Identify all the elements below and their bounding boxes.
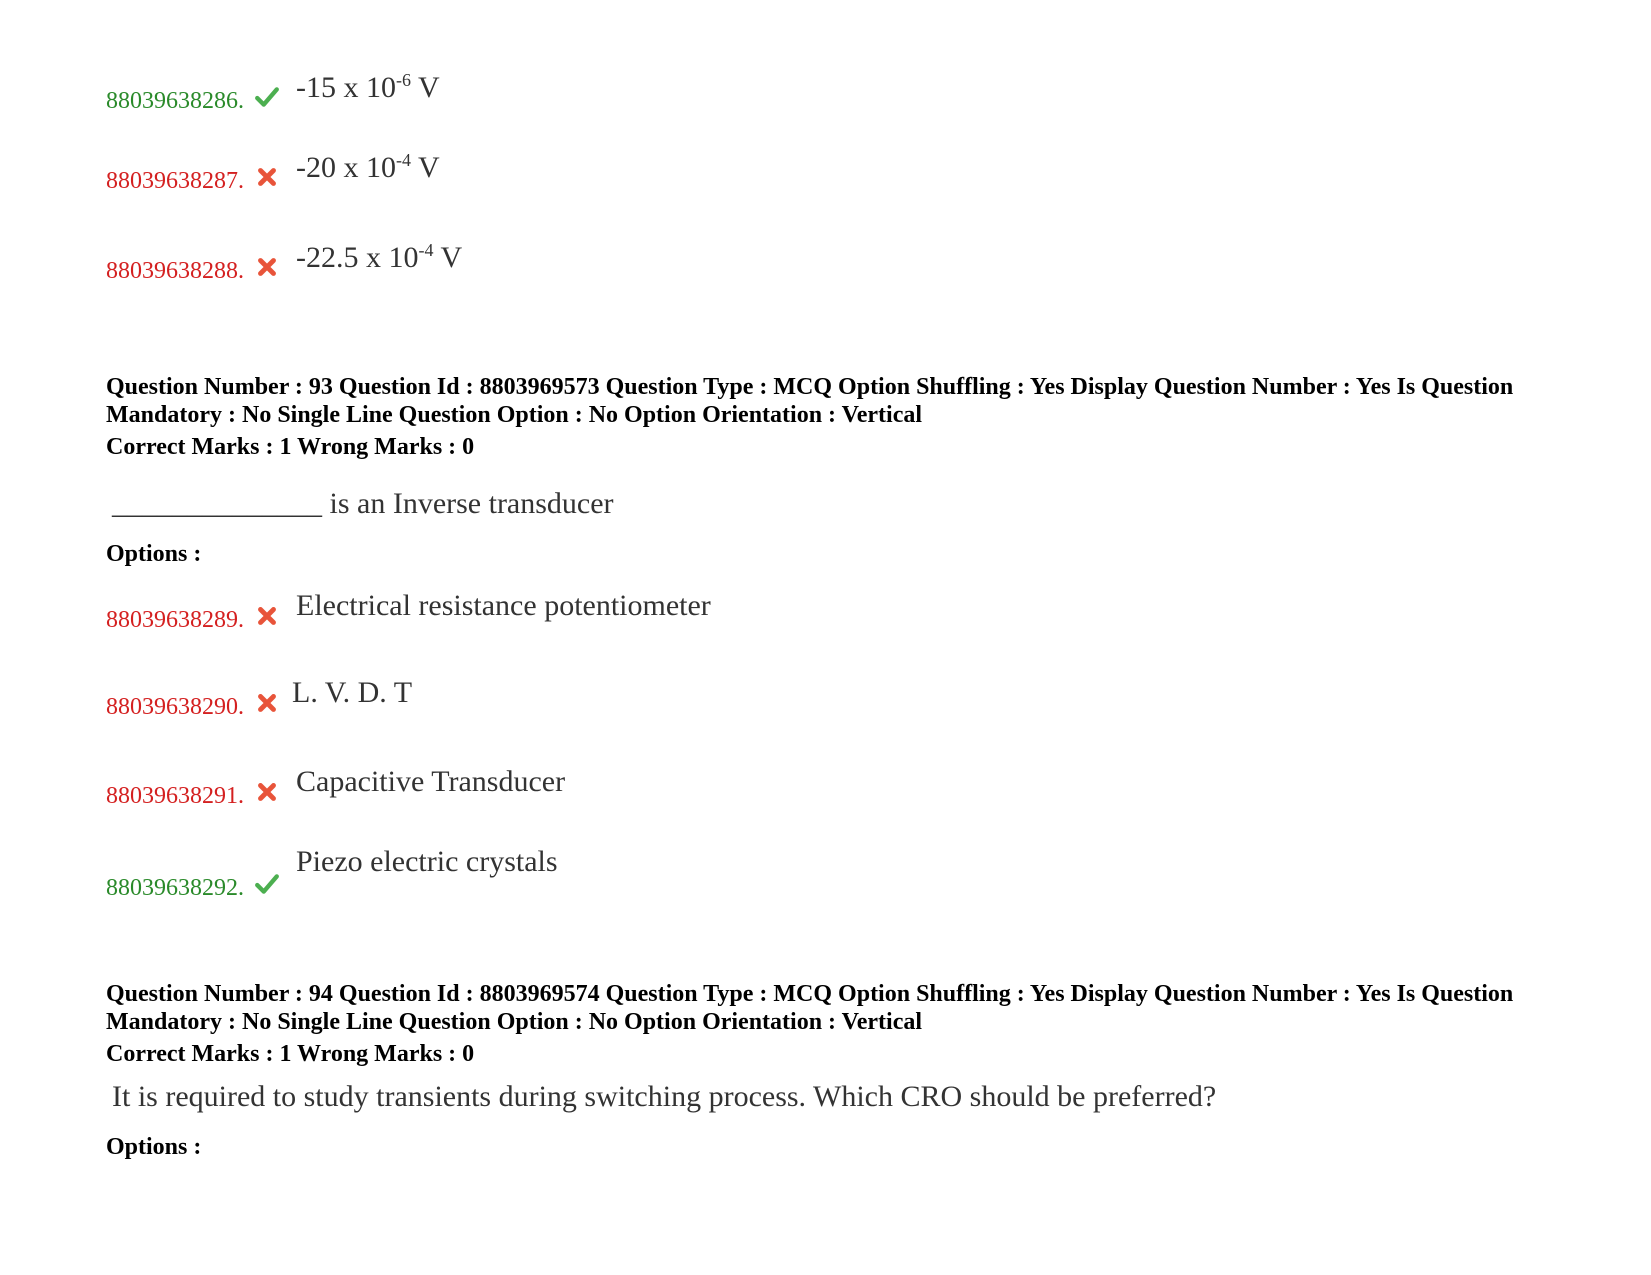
option-id: 88039638290. [106, 694, 244, 720]
option-text: -22.5 x $10^{-4}$ V [296, 240, 463, 274]
option-row [106, 761, 1006, 821]
option-id: 88039638288. [106, 258, 244, 284]
option-row [106, 150, 1006, 210]
option-text: Capacitive Transducer [296, 765, 566, 798]
option-row [106, 240, 1006, 300]
options-label: Options : [106, 1134, 202, 1160]
option-id: 88039638291. [106, 783, 244, 809]
option-text: Piezo electric crystals [296, 845, 558, 878]
cross-icon [254, 779, 280, 805]
option-text: Electrical resistance potentiometer [296, 589, 711, 622]
option-id: 88039638289. [106, 607, 244, 633]
question-meta: Question Number : 93 Question Id : 8803969573 Question Type : MCQ Option Shuffling : Yes Display Question Number : Yes Is Question Mandatory : No Single Line Question Option : No Option Orientation : Vertical [106, 374, 1514, 428]
question-text: ______________ is an Inverse transducer [112, 487, 614, 520]
question-marks: Correct Marks : 1 Wrong Marks : 0 [106, 434, 475, 460]
option-row [106, 585, 1006, 645]
option-id: 88039638287. [106, 168, 244, 194]
option-id: 88039638292. [106, 875, 244, 901]
cross-icon [254, 254, 280, 280]
option-text: -15 x $10^{-6}$ V [296, 70, 440, 104]
cross-icon [254, 690, 280, 716]
option-row [106, 70, 1006, 130]
question-text: It is required to study transients during switching process. Which CRO should be preferred? [112, 1080, 1217, 1113]
option-text: L. V. D. T [292, 676, 413, 709]
options-label: Options : [106, 541, 202, 567]
option-row [106, 672, 1006, 732]
option-text: -20 x $10^{-4}$ V [296, 150, 440, 184]
cross-icon [254, 164, 280, 190]
option-row [106, 845, 1006, 905]
question-marks: Correct Marks : 1 Wrong Marks : 0 [106, 1041, 475, 1067]
option-id: 88039638286. [106, 88, 244, 114]
question-meta: Question Number : 94 Question Id : 8803969574 Question Type : MCQ Option Shuffling : Yes Display Question Number : Yes Is Question Mandatory : No Single Line Question Option : No Option Orientation : Vertical [106, 981, 1514, 1035]
cross-icon [254, 603, 280, 629]
check-icon [254, 871, 280, 897]
check-icon [254, 84, 280, 110]
